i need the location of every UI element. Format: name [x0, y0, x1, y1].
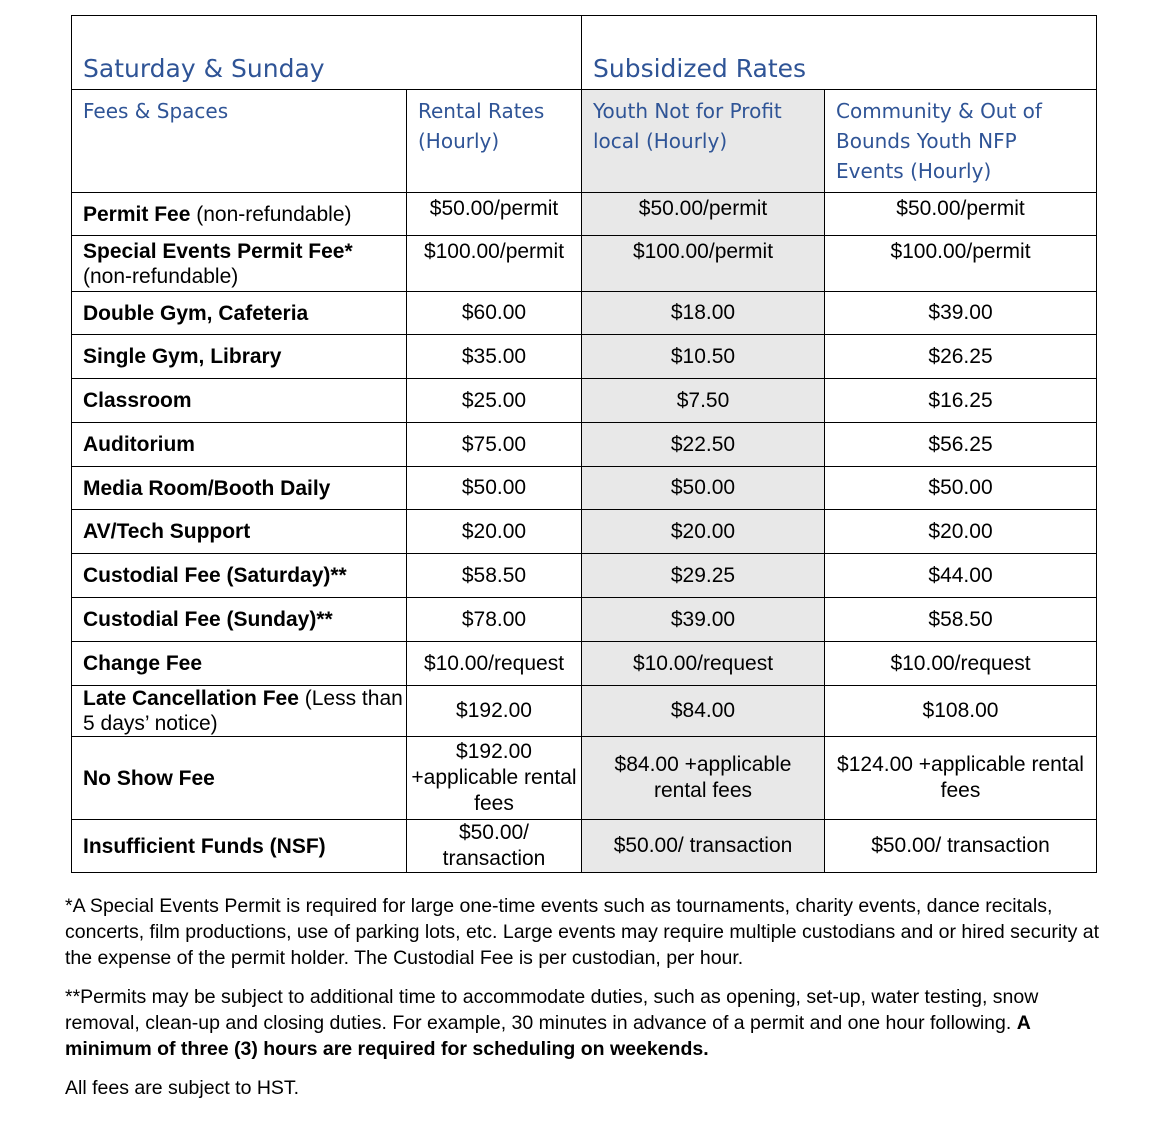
header-youth-cell	[582, 90, 825, 193]
table-row	[72, 193, 1097, 236]
cell-rental: $25.00	[407, 379, 582, 423]
cell-community: $100.00/permit	[825, 236, 1097, 292]
cell-rental: $50.00/permit	[407, 193, 582, 236]
row-label-cell	[72, 236, 407, 292]
header-community: Community & Out of Bounds Youth NFP Events (Hourly)	[836, 99, 1042, 183]
cell-youth: $22.50	[582, 423, 825, 467]
row-label-rest: (non-refundable)	[83, 264, 239, 288]
row-label-rest: (Less than 5 days’ notice)	[83, 687, 403, 735]
note-permits	[65, 984, 1105, 1062]
cell-rental: $20.00	[407, 510, 582, 554]
note-special-events: *A Special Events Permit is required for large one-time events such as tournaments, charity events, dance recitals, concerts, film productions, use of parking lots, etc. Large events may require multiple custodians and or hired security at the expense of the permit holder. The Custodial Fee is per custodian, per hour.	[65, 895, 1100, 969]
table-row	[72, 236, 1097, 292]
cell-youth: $10.50	[582, 335, 825, 379]
table-row	[72, 642, 1097, 686]
cell-community: $26.25	[825, 335, 1097, 379]
cell-rental: $192.00 +applicable rental fees	[407, 737, 582, 820]
cell-youth: $10.00/request	[582, 642, 825, 686]
row-label-bold: Special Events Permit Fee*	[83, 239, 353, 263]
cell-rental: $58.50	[407, 554, 582, 598]
row-label-bold: Single Gym, Library	[83, 345, 282, 368]
cell-youth: $7.50	[582, 379, 825, 423]
row-label-bold: Permit Fee	[83, 202, 191, 226]
cell-youth: $84.00 +applicable rental fees	[582, 737, 825, 820]
cell-community: $39.00	[825, 292, 1097, 335]
table-row	[72, 510, 1097, 554]
row-label-rest: (non-refundable)	[190, 202, 352, 226]
cell-rental: $35.00	[407, 335, 582, 379]
row-label-bold: Classroom	[83, 389, 192, 412]
cell-youth: $39.00	[582, 598, 825, 642]
row-label-bold: Insufficient Funds (NSF)	[83, 834, 326, 858]
row-label-cell	[72, 335, 407, 379]
header-rental-rates: Rental Rates (Hourly)	[418, 99, 545, 153]
table-row	[72, 737, 1097, 820]
cell-rental: $75.00	[407, 423, 582, 467]
table-row	[72, 423, 1097, 467]
row-label-cell	[72, 642, 407, 686]
cell-youth: $18.00	[582, 292, 825, 335]
cell-community: $50.00/permit	[825, 193, 1097, 236]
cell-community: $58.50	[825, 598, 1097, 642]
cell-rental: $50.00/ transaction	[407, 820, 582, 873]
cell-community: $50.00	[825, 467, 1097, 510]
row-label-bold: AV/Tech Support	[83, 520, 251, 543]
table-row	[72, 467, 1097, 510]
cell-rental: $78.00	[407, 598, 582, 642]
cell-community: $56.25	[825, 423, 1097, 467]
cell-youth: $29.25	[582, 554, 825, 598]
cell-youth: $20.00	[582, 510, 825, 554]
row-label-cell	[72, 554, 407, 598]
row-label-cell	[72, 467, 407, 510]
note-permits-text: **Permits may be subject to additional time to accommodate duties, such as opening, set-up, water testing, snow removal, clean-up and closing duties. For example, 30 minutes in advance of a permit and one hour following.	[65, 986, 1039, 1034]
title-left-cell	[72, 16, 582, 90]
row-label-cell	[72, 820, 407, 873]
cell-community: $16.25	[825, 379, 1097, 423]
table-row	[72, 379, 1097, 423]
cell-rental: $60.00	[407, 292, 582, 335]
header-fees-spaces-cell	[72, 90, 407, 193]
cell-community: $20.00	[825, 510, 1097, 554]
table-row	[72, 292, 1097, 335]
header-row	[72, 90, 1097, 193]
title-left: Saturday & Sunday	[83, 54, 325, 83]
cell-youth: $50.00/ transaction	[582, 820, 825, 873]
notes	[65, 893, 1105, 1114]
table-row	[72, 686, 1097, 737]
cell-youth: $100.00/permit	[582, 236, 825, 292]
cell-community: $108.00	[825, 686, 1097, 737]
row-label-bold: No Show Fee	[83, 766, 215, 790]
row-label-bold: Late Cancellation Fee	[83, 687, 299, 710]
row-label-bold: Change Fee	[83, 652, 203, 675]
cell-rental: $50.00	[407, 467, 582, 510]
header-youth-nfp: Youth Not for Profit local (Hourly)	[593, 99, 782, 153]
note-hst: All fees are subject to HST.	[65, 1077, 300, 1099]
row-label-cell	[72, 379, 407, 423]
header-community-cell	[825, 90, 1097, 193]
row-label-bold: Double Gym, Cafeteria	[83, 301, 309, 325]
table-row	[72, 554, 1097, 598]
cell-community: $124.00 +applicable rental fees	[825, 737, 1097, 820]
row-label-cell	[72, 598, 407, 642]
row-label-bold: Custodial Fee (Saturday)**	[83, 564, 347, 587]
cell-community: $50.00/ transaction	[825, 820, 1097, 873]
cell-youth: $50.00	[582, 467, 825, 510]
cell-youth: $84.00	[582, 686, 825, 737]
note-permits-bold: A minimum of three (3) hours are required for scheduling on weekends.	[65, 1012, 1031, 1060]
table-row	[72, 598, 1097, 642]
title-row	[72, 16, 1097, 90]
row-label-cell	[72, 423, 407, 467]
row-label-bold: Custodial Fee (Sunday)**	[83, 608, 333, 631]
row-label-bold: Auditorium	[83, 433, 195, 456]
row-label-cell	[72, 193, 407, 236]
title-right: Subsidized Rates	[593, 54, 807, 83]
table-row	[72, 820, 1097, 873]
cell-rental: $10.00/request	[407, 642, 582, 686]
row-label-cell	[72, 737, 407, 820]
row-label-bold: Media Room/Booth Daily	[83, 476, 331, 500]
title-right-cell	[582, 16, 1097, 90]
cell-rental: $192.00	[407, 686, 582, 737]
cell-community: $10.00/request	[825, 642, 1097, 686]
cell-rental: $100.00/permit	[407, 236, 582, 292]
header-fees-spaces: Fees & Spaces	[83, 99, 229, 123]
row-label-cell	[72, 292, 407, 335]
table-row	[72, 335, 1097, 379]
row-label-cell	[72, 510, 407, 554]
fee-table	[71, 15, 1097, 873]
cell-community: $44.00	[825, 554, 1097, 598]
header-rental-cell	[407, 90, 582, 193]
row-label-cell	[72, 686, 407, 737]
cell-youth: $50.00/permit	[582, 193, 825, 236]
